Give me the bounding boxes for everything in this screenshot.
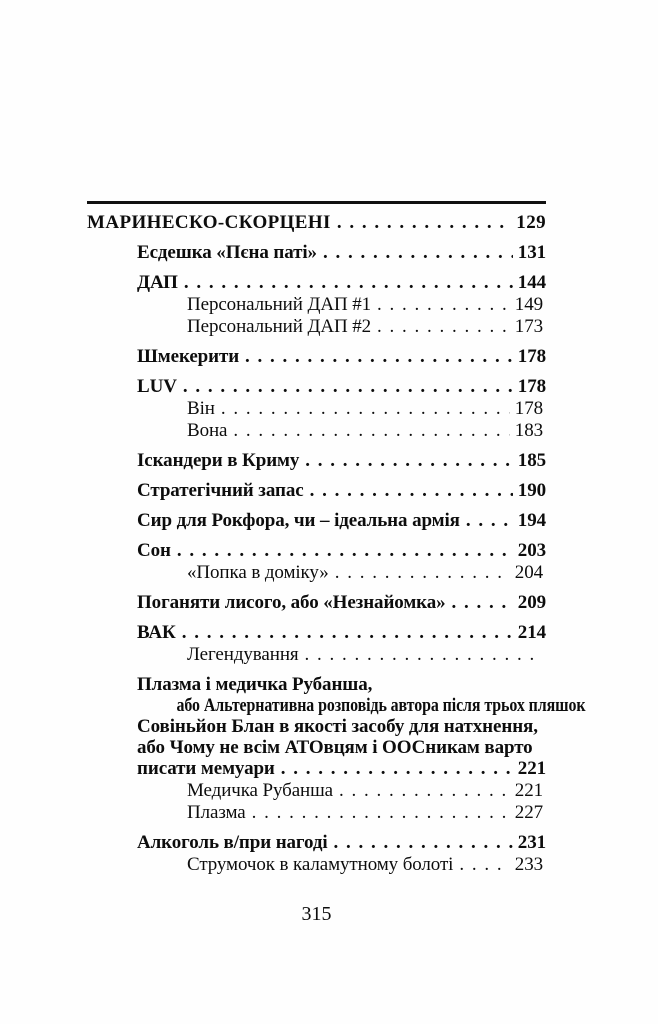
toc-row: [87, 674, 546, 695]
toc-row: [87, 212, 546, 233]
toc-row: [87, 450, 546, 471]
toc-row: [87, 592, 546, 613]
toc-entry-page: 203: [517, 540, 546, 561]
toc-entry-page: 185: [517, 450, 546, 471]
toc-row: [87, 316, 546, 337]
toc-row: [87, 758, 546, 779]
toc-entry-title: Плазма: [187, 802, 246, 823]
toc-entry-page: 144: [517, 272, 546, 293]
toc-row: [87, 272, 546, 293]
dot-leader: [221, 398, 510, 419]
toc-entry-page: 221: [517, 758, 546, 779]
dot-leader: [377, 316, 510, 337]
toc-entry-page: 221: [514, 780, 543, 801]
dot-leader: [339, 780, 510, 801]
toc-list: [87, 212, 586, 875]
toc-entry-title: Іскандери в Криму: [137, 450, 300, 471]
toc-entry-page: 173: [514, 316, 543, 337]
toc-entry-title: Сон: [137, 540, 171, 561]
toc-entry-page: 131: [517, 242, 546, 263]
toc-row: [87, 510, 546, 531]
toc-entry-title: Вона: [187, 420, 228, 441]
toc-entry-title: «Попка в доміку»: [187, 562, 329, 583]
dot-leader: [177, 540, 513, 561]
toc-entry-title: Він: [187, 398, 215, 419]
toc-row: [87, 737, 546, 758]
toc-row: [87, 376, 546, 397]
toc-entry-page: 149: [514, 294, 543, 315]
toc-entry-title: Легендування: [187, 644, 299, 665]
toc-entry-title: Медичка Рубанша: [187, 780, 333, 801]
toc-entry-page: 178: [517, 346, 546, 367]
toc-entry-title: Струмочок в каламутному болоті: [187, 854, 454, 875]
toc-row: [87, 854, 546, 875]
dot-leader: [334, 832, 513, 853]
toc-entry-title: LUV: [137, 376, 177, 397]
toc-row: [87, 398, 546, 419]
dot-leader: [337, 212, 511, 233]
dot-leader: [459, 854, 509, 875]
dot-leader: [252, 802, 510, 823]
dot-leader: [305, 644, 538, 665]
toc-row: [87, 562, 546, 583]
toc-entry-title: або Чому не всім АТОвцям і ООСникам варто: [137, 737, 533, 758]
toc-entry-title: Персональний ДАП #2: [187, 316, 372, 337]
toc-entry-title: Шмекерити: [137, 346, 240, 367]
dot-leader: [452, 592, 513, 613]
toc-entry-title: або Альтернативна розповідь автора після трьох пляшок: [176, 695, 586, 716]
toc-entry-page: 233: [514, 854, 543, 875]
toc-entry-page: 204: [514, 562, 543, 583]
toc-entry-title: Алкоголь в/при нагоді: [137, 832, 328, 853]
toc-entry-page: 231: [517, 832, 546, 853]
dot-leader: [184, 272, 513, 293]
toc-entry-title: ВАК: [137, 622, 176, 643]
toc-entry-title: Совіньйон Блан в якості засобу для натхнення,: [137, 716, 538, 737]
toc-entry-title: Плазма і медичка Рубанша,: [137, 674, 373, 695]
toc-entry-page: 129: [516, 212, 546, 233]
dot-leader: [182, 622, 513, 643]
toc-row: [87, 346, 546, 367]
toc-row: [87, 695, 586, 716]
dot-leader: [323, 242, 513, 263]
dot-leader: [310, 480, 513, 501]
toc-row: [87, 420, 546, 441]
toc-row: [87, 622, 546, 643]
dot-leader: [377, 294, 510, 315]
toc-entry-title: МАРИНЕСКО-СКОРЦЕНІ: [87, 212, 331, 233]
toc-entry-page: 190: [517, 480, 546, 501]
toc-entry-title: ДАП: [137, 272, 178, 293]
dot-leader: [281, 758, 513, 779]
dot-leader: [466, 510, 513, 531]
toc-row: [87, 480, 546, 501]
toc-row: [87, 644, 546, 665]
toc-entry-page: 178: [517, 376, 546, 397]
dot-leader: [183, 376, 513, 397]
toc-entry-page: 183: [514, 420, 543, 441]
toc-entry-page: 214: [517, 622, 546, 643]
dot-leader: [305, 450, 513, 471]
toc-entry-page: 178: [514, 398, 543, 419]
toc-row: [87, 242, 546, 263]
toc-row: [87, 294, 546, 315]
toc-entry-title: Персональний ДАП #1: [187, 294, 372, 315]
toc-row: [87, 780, 546, 801]
dot-leader: [245, 346, 513, 367]
page-number: 315: [301, 903, 332, 925]
toc-entry-title: Сир для Рокфора, чи – ідеальна армія: [137, 510, 460, 531]
toc-entry-title: писати мемуари: [137, 758, 275, 779]
toc-row: [87, 832, 546, 853]
toc-row: [87, 802, 546, 823]
dot-leader: [335, 562, 510, 583]
toc-entry-page: 227: [514, 802, 543, 823]
toc-row: [87, 716, 546, 737]
toc-row: [87, 540, 546, 561]
toc-entry-title: Стратегічний запас: [137, 480, 304, 501]
toc-entry-title: Есдешка «Пєна паті»: [137, 242, 317, 263]
toc-entry-page: 194: [517, 510, 546, 531]
toc-entry-page: 209: [517, 592, 546, 613]
header-rule: [87, 201, 546, 204]
toc-entry-title: Поганяти лисого, або «Незнайомка»: [137, 592, 446, 613]
dot-leader: [233, 420, 509, 441]
